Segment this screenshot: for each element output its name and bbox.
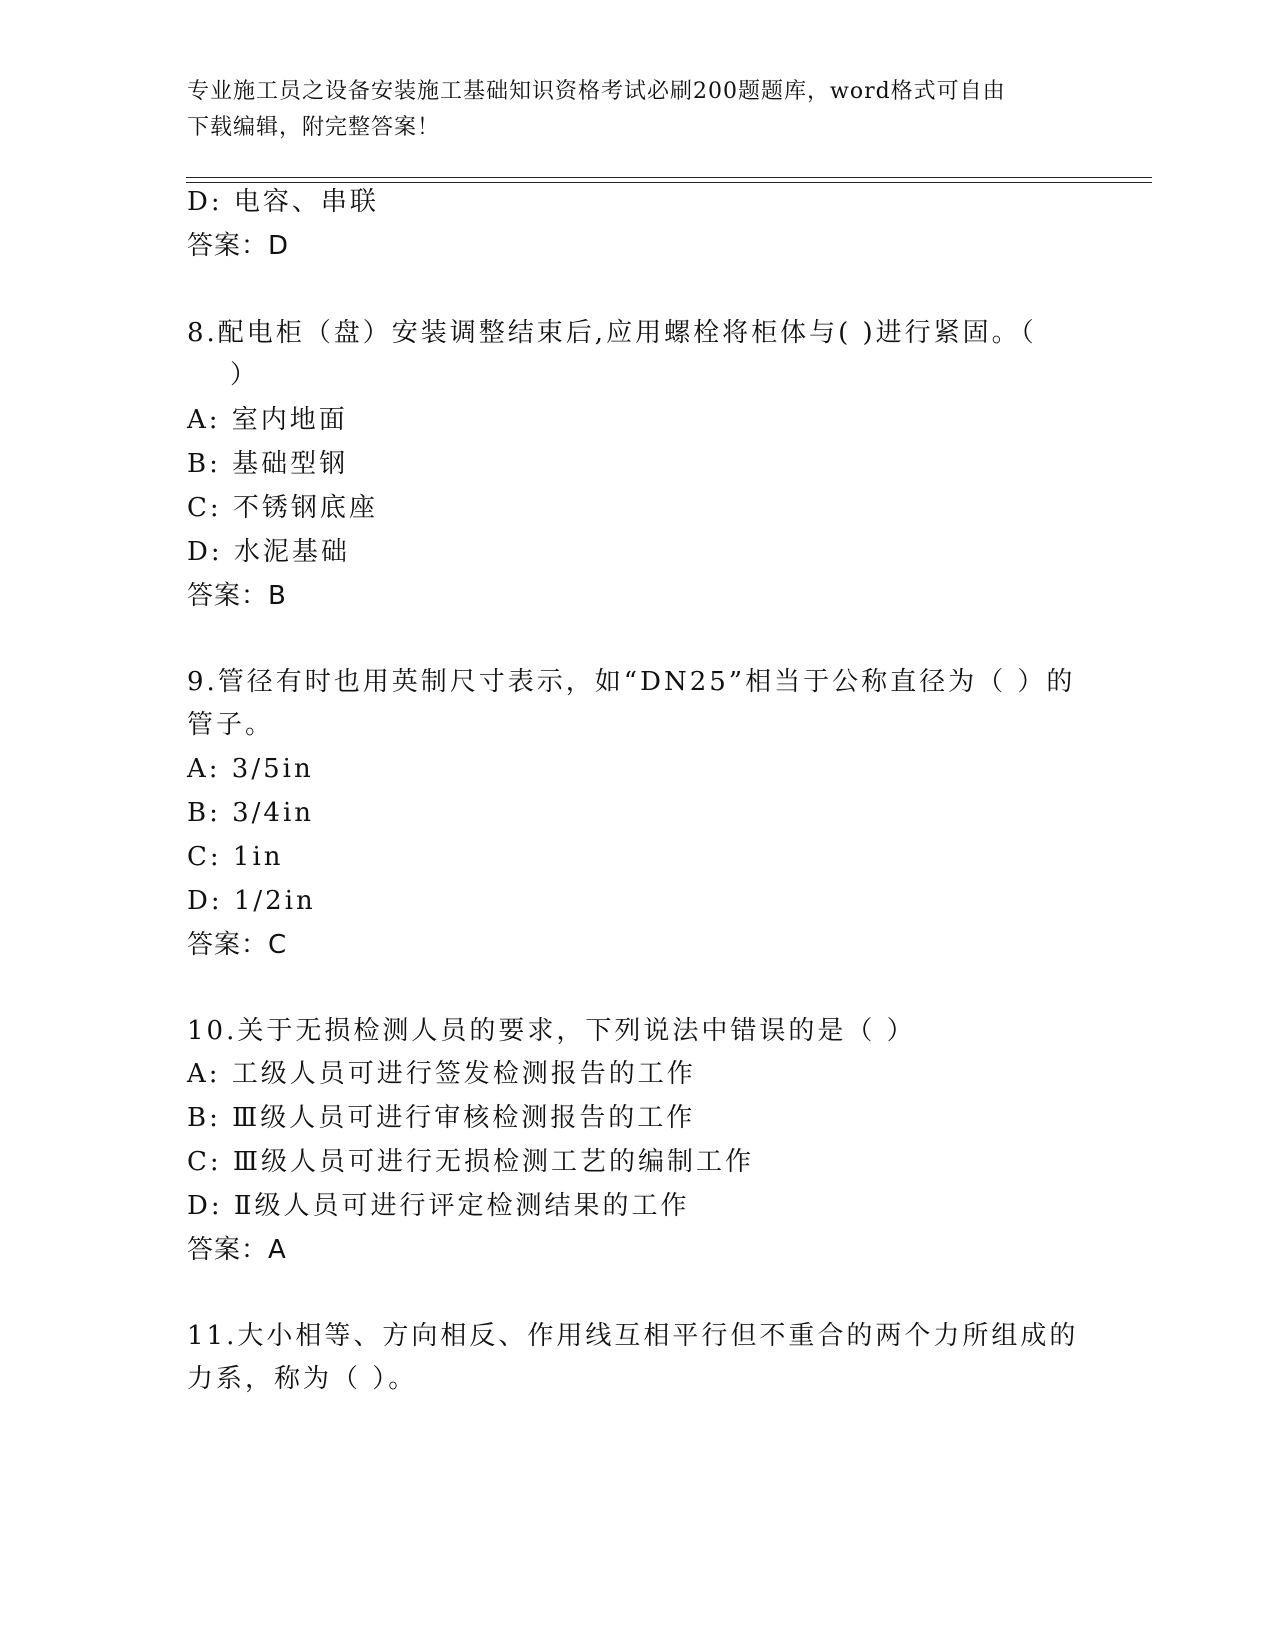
q8-stem-line1: 8.配电柜（盘）安装调整结束后,应用螺栓将柜体与( )进行紧固。（ — [187, 318, 1037, 348]
q9-option-b: B: 3/4in — [187, 798, 315, 828]
q11-stem-line1: 11.大小相等、方向相反、作用线互相平行但不重合的两个力所组成的 — [187, 1321, 1079, 1351]
q10-stem-line1: 10.关于无损检测人员的要求，下列说法中错误的是（ ） — [187, 1016, 916, 1046]
header-rule-bottom — [186, 182, 1152, 183]
q8-stem-line2: ） — [230, 360, 260, 390]
q9-option-c: C: 1in — [187, 842, 284, 872]
q8-option-a: A: 室内地面 — [187, 405, 348, 435]
header-line-2: 下载编辑，附完整答案！ — [187, 115, 441, 140]
q9-option-d: D: 1/2in — [187, 886, 316, 916]
q10-option-c: C: Ⅲ级人员可进行无损检测工艺的编制工作 — [187, 1147, 754, 1177]
q8-option-d: D: 水泥基础 — [187, 537, 350, 567]
q10-option-d: D: Ⅱ级人员可进行评定检测结果的工作 — [187, 1191, 690, 1221]
q9-stem-line1: 9.管径有时也用英制尺寸表示，如“DN25”相当于公称直径为（ ）的 — [187, 667, 1076, 697]
document-header — [187, 74, 1067, 146]
q10-answer: 答案：A — [187, 1235, 287, 1265]
header-line-1: 专业施工员之设备安装施工基础知识资格考试必刷200题题库，word格式可自由 — [187, 79, 1006, 104]
prev-option-d: D: 电容、串联 — [187, 187, 379, 217]
q10-option-a: A: 工级人员可进行签发检测报告的工作 — [187, 1059, 696, 1089]
q8-option-b: B: 基础型钢 — [187, 449, 349, 479]
prev-answer: 答案：D — [187, 231, 290, 261]
q8-option-c: C: 不锈钢底座 — [187, 493, 378, 523]
q11-stem-line2: 力系，称为（ ）。 — [187, 1364, 418, 1394]
q8-answer: 答案：B — [187, 581, 287, 611]
q9-option-a: A: 3/5in — [187, 754, 314, 784]
q9-stem-line2: 管子。 — [187, 710, 275, 740]
q10-option-b: B: Ⅲ级人员可进行审核检测报告的工作 — [187, 1103, 696, 1133]
header-rule-top — [186, 177, 1152, 178]
q9-answer: 答案：C — [187, 930, 288, 960]
